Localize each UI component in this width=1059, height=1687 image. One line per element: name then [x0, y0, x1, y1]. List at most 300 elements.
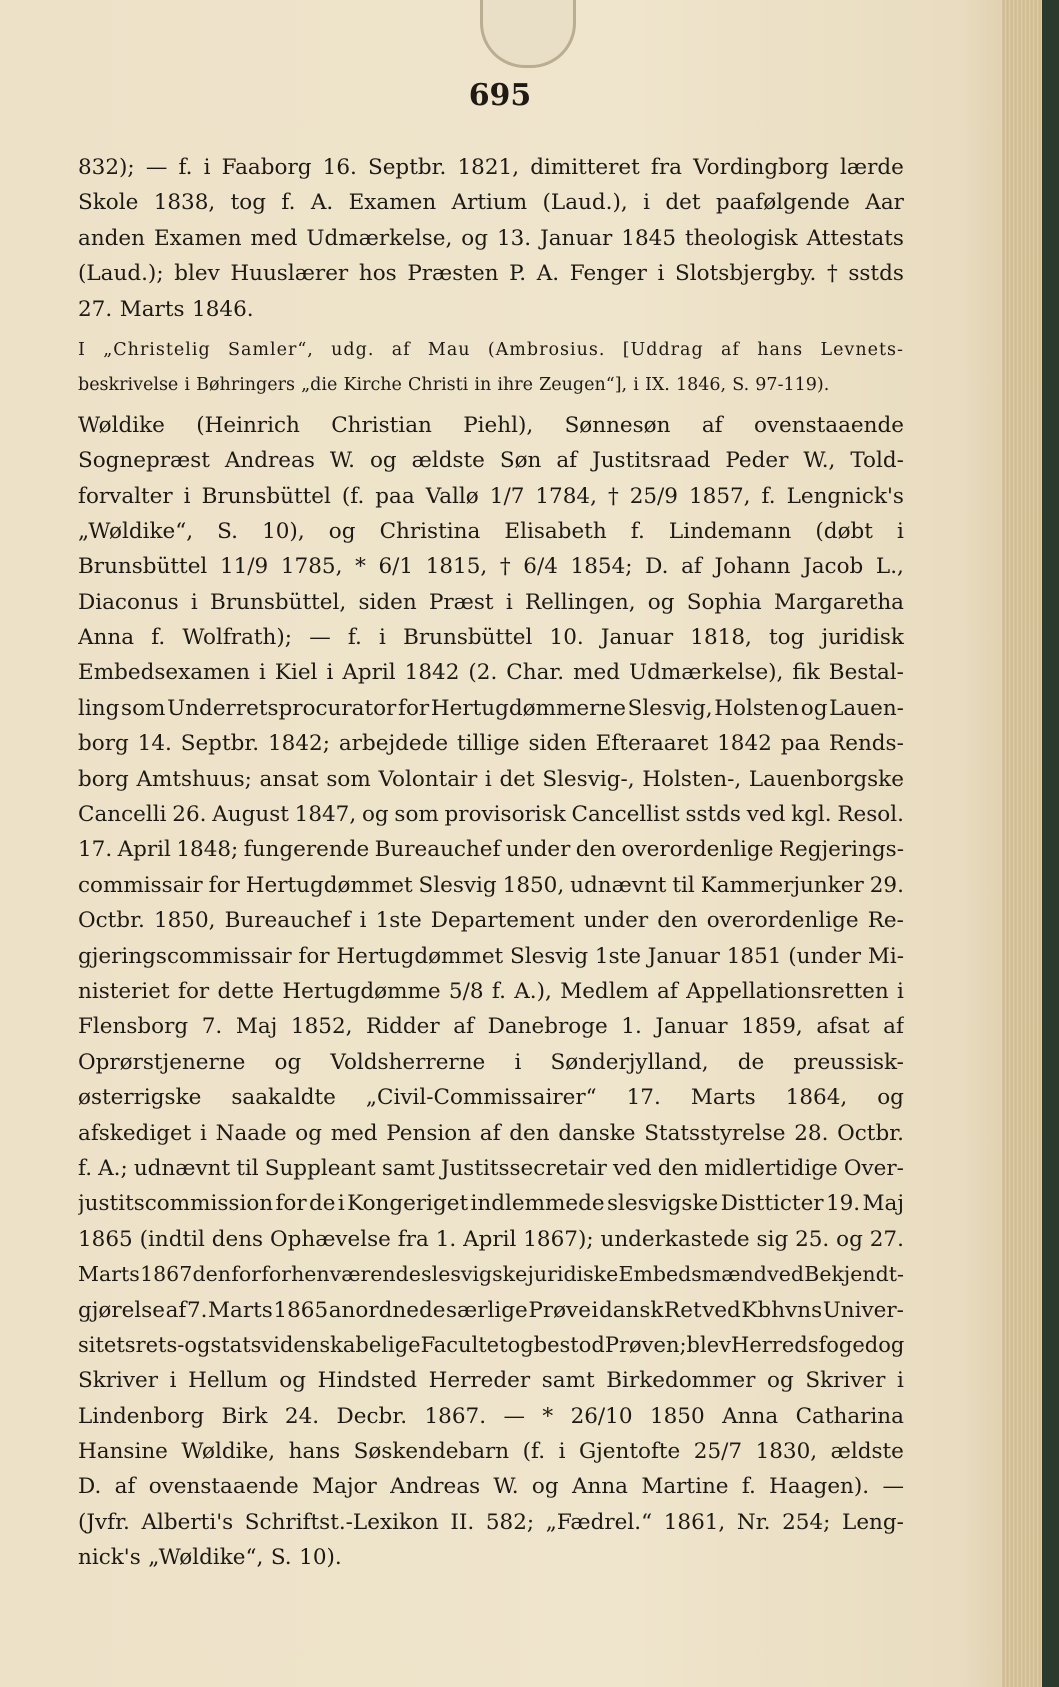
word: Facultet — [420, 1332, 508, 1357]
word: i — [643, 190, 650, 216]
word: f. — [281, 190, 296, 216]
word: Regjerings- — [778, 837, 904, 863]
word: Vordingborg — [693, 155, 829, 180]
word: 1867 — [140, 1262, 193, 1287]
word: paa — [375, 483, 415, 509]
word: nick's — [78, 1545, 141, 1571]
word: D. — [78, 1474, 102, 1500]
word: Kirche — [343, 375, 402, 396]
word: Ophævelse — [269, 1226, 391, 1252]
text-line — [78, 1293, 904, 1328]
word: 1842 — [717, 731, 772, 757]
text-line — [78, 691, 904, 726]
word: 5/8 — [448, 978, 484, 1004]
word: P. — [509, 261, 527, 287]
word: udnævnt — [133, 1155, 231, 1181]
word: hans — [757, 339, 804, 360]
word: 1842 — [404, 660, 460, 686]
word: afsat — [816, 1014, 870, 1040]
text-line — [78, 868, 904, 903]
word: Piehl), — [463, 412, 534, 438]
word: A. — [310, 190, 334, 216]
word: hans — [288, 1439, 341, 1465]
word: 1815, — [425, 554, 488, 580]
word: Over- — [843, 1155, 904, 1181]
word: Christina — [379, 518, 481, 544]
word: Udmærkelse, — [306, 225, 453, 251]
word: sitets — [78, 1332, 136, 1357]
word: Departement — [430, 908, 575, 934]
word: Hertugdømmet — [245, 872, 413, 898]
word: af — [391, 339, 411, 360]
text-line — [78, 585, 904, 620]
word: af — [681, 554, 702, 580]
word: ovenstaaende — [753, 412, 904, 438]
word: tillige — [456, 731, 520, 757]
word: provisorisk — [444, 802, 566, 828]
word: ved — [746, 802, 786, 828]
word: Udmærkelse), — [629, 660, 784, 686]
word: 1859, — [741, 1014, 803, 1040]
text-line — [78, 1505, 904, 1540]
word: 17. — [626, 1085, 661, 1111]
word: Suppleant — [264, 1155, 376, 1181]
word: ovenstaaende — [148, 1474, 299, 1500]
word: Marts — [119, 296, 185, 322]
word: Hellum — [188, 1368, 268, 1394]
word: 1/7 — [489, 483, 525, 509]
word: bestod — [533, 1332, 605, 1357]
word: 1785, — [280, 554, 343, 580]
word: 1845 — [621, 225, 677, 251]
word: August — [212, 802, 289, 828]
word: under — [505, 837, 571, 863]
word: Underretsprocurator — [167, 695, 397, 721]
word: Schriftst.-Lexikon — [244, 1509, 439, 1535]
text-line — [78, 939, 904, 974]
word: Holsten — [714, 695, 800, 721]
word: 1864, — [785, 1085, 848, 1111]
word: Margaretha — [773, 589, 904, 615]
word: for — [298, 943, 330, 969]
word: Leng- — [842, 1509, 904, 1535]
word: juridisk — [821, 625, 904, 651]
word: Januar — [600, 625, 674, 651]
entry-heading-line — [78, 408, 904, 443]
word: med — [330, 1120, 378, 1146]
word: 1854; — [570, 554, 633, 580]
word: den — [192, 1262, 232, 1287]
word: Sognepræst — [78, 448, 210, 474]
word: W. — [329, 448, 356, 474]
word: Hertugdømme — [282, 978, 441, 1004]
word: i — [558, 1439, 566, 1465]
word: den — [509, 1120, 550, 1146]
word: Septbr. — [180, 731, 260, 757]
word: hos — [358, 261, 397, 287]
word: Anna — [78, 625, 135, 651]
word: A.), — [514, 978, 552, 1004]
word: f. — [630, 518, 645, 544]
word: Bøhringers — [196, 375, 295, 396]
text-line — [78, 443, 904, 478]
word: i — [484, 766, 492, 792]
word: det — [499, 766, 535, 792]
word: i — [183, 483, 191, 509]
word: 1846. — [192, 296, 254, 322]
word: April — [342, 660, 396, 686]
word: sig — [756, 1226, 789, 1252]
word: overordenlige — [706, 908, 859, 934]
word: Januar — [647, 943, 720, 969]
word: Septbr. — [367, 155, 447, 180]
word: udg. — [331, 339, 375, 360]
word: Bestal- — [828, 660, 904, 686]
word: justitscommission — [78, 1191, 274, 1217]
word: f. — [741, 1474, 756, 1500]
word: (døbt — [815, 518, 873, 544]
word: overordenlige — [621, 837, 774, 863]
text-line — [78, 150, 904, 185]
word: 1ste — [594, 943, 641, 969]
word: Marts — [208, 1297, 273, 1323]
word: theologisk — [684, 225, 798, 251]
word: † — [499, 554, 511, 580]
word: W., — [803, 448, 836, 474]
word: i — [657, 261, 665, 287]
word: siden — [528, 731, 587, 757]
word: Diaconus — [78, 589, 179, 615]
text-line — [78, 368, 904, 403]
word: † — [607, 483, 619, 509]
word: i — [184, 375, 191, 396]
word: 10), — [262, 518, 305, 544]
word: Prøve — [528, 1297, 591, 1323]
word: statsvidenskabelige — [210, 1332, 421, 1357]
word: Re- — [867, 908, 904, 934]
word: 1865 — [273, 1297, 329, 1323]
word: og — [507, 1332, 534, 1357]
word: Herredsfoged — [731, 1332, 879, 1357]
word: borg — [78, 766, 129, 792]
word: fra — [397, 1226, 429, 1252]
text-line — [78, 1151, 904, 1186]
word: af — [165, 1297, 187, 1323]
word: Ridder — [366, 1014, 440, 1040]
text-line — [78, 333, 904, 368]
word: og — [767, 1368, 794, 1394]
word: for — [208, 872, 240, 898]
word: Examen — [348, 190, 437, 216]
word: Octbr. — [78, 908, 145, 934]
word: og — [800, 695, 828, 721]
word: Andreas — [224, 448, 315, 474]
word: 1850, — [153, 908, 216, 934]
word: af — [883, 1014, 904, 1040]
word: dansk — [598, 1297, 664, 1323]
word: (Laud.), — [542, 190, 628, 216]
word: i — [505, 589, 513, 615]
word: Præst — [428, 589, 494, 615]
word: Octbr. — [837, 1120, 904, 1146]
word: slesvigske — [606, 1191, 719, 1217]
word: 6/1 — [378, 554, 414, 580]
word: — — [309, 625, 331, 651]
word: Efteraaret — [595, 731, 709, 757]
word: Martine — [641, 1474, 729, 1500]
word: Char. — [506, 660, 565, 686]
word: ældste — [411, 448, 485, 474]
word: S. — [732, 375, 750, 396]
word: Lindenborg — [78, 1403, 205, 1429]
word: og — [878, 1332, 904, 1357]
word: som — [326, 766, 371, 792]
word: April — [117, 837, 171, 863]
word: for — [275, 1191, 307, 1217]
word: og — [279, 1368, 306, 1394]
word: den — [575, 837, 617, 863]
word: Resol. — [837, 802, 904, 828]
word: Bekjendt- — [804, 1262, 904, 1287]
word: 1865 — [78, 1226, 133, 1252]
word: (Jvfr. — [78, 1509, 130, 1535]
word: Justitssecretair — [440, 1155, 607, 1181]
word: Maj — [235, 1014, 278, 1040]
word: juridiske — [527, 1262, 619, 1287]
word: Oprørstjenerne — [78, 1049, 246, 1075]
word: Kongeriget — [347, 1191, 469, 1217]
word: blev — [174, 261, 220, 287]
word: i — [326, 660, 334, 686]
word: 1842; — [268, 731, 330, 757]
word: Skole — [78, 190, 139, 216]
word: Danebroge — [487, 1014, 608, 1040]
word: i — [337, 1191, 345, 1217]
word: Andreas — [390, 1474, 481, 1500]
word: nisteriet — [78, 978, 170, 1004]
word: Mi- — [867, 943, 904, 969]
word: 1818, — [690, 625, 752, 651]
word: f. — [178, 155, 193, 180]
word: danske — [558, 1120, 636, 1146]
word: anden — [78, 225, 145, 251]
word: 25/7 — [693, 1439, 743, 1465]
word: Univer- — [822, 1297, 904, 1323]
word: Catharina — [795, 1403, 904, 1429]
word: Appellationsretten — [686, 978, 889, 1004]
word: [Uddrag — [622, 339, 704, 360]
word: 1846, — [676, 375, 727, 396]
word: (under — [788, 943, 862, 969]
word: og — [647, 589, 675, 615]
word: i — [200, 1120, 207, 1146]
text-line — [78, 1434, 904, 1469]
word: Levnets- — [820, 339, 904, 360]
text-line — [78, 1080, 904, 1115]
word: Alberti's — [141, 1509, 234, 1535]
word: den — [657, 1155, 699, 1181]
text-line — [78, 762, 904, 797]
text-line — [78, 1363, 904, 1398]
word: ansat — [259, 766, 319, 792]
word: af — [657, 978, 678, 1004]
word: Haagen). — [769, 1474, 870, 1500]
word: Naade — [215, 1120, 287, 1146]
word: ved — [702, 1297, 741, 1323]
word: de — [309, 1191, 336, 1217]
text-line — [78, 1222, 904, 1257]
word: ved — [767, 1262, 804, 1287]
word: * — [542, 1403, 554, 1429]
word: Wolfrath); — [182, 625, 293, 651]
page-number: 695 — [468, 78, 532, 113]
word: den — [657, 908, 698, 934]
word: (2. — [468, 660, 498, 686]
word: samt — [541, 1368, 595, 1394]
word: og — [369, 448, 397, 474]
word: Ret — [664, 1297, 702, 1323]
word: i — [359, 908, 367, 934]
word: commissair — [78, 872, 203, 898]
word: Wøldike — [78, 412, 165, 438]
word: Januar — [540, 225, 613, 251]
word: Lengnick's — [786, 483, 904, 509]
text-line — [78, 1186, 904, 1221]
word: S. — [217, 518, 238, 544]
word: 254; — [782, 1509, 831, 1535]
binding-tab — [480, 0, 576, 68]
word: Artium — [451, 190, 528, 216]
word: sstds — [848, 261, 904, 287]
word: i — [897, 1368, 904, 1394]
word: 28. — [794, 1120, 829, 1146]
word: fungerende — [243, 837, 370, 863]
word: Skriver — [805, 1368, 886, 1394]
word: paafølgende — [715, 190, 850, 216]
word: fra — [650, 155, 682, 180]
word: Anna — [571, 1474, 628, 1500]
word: fik — [792, 660, 820, 686]
word: under — [583, 908, 649, 934]
word: f. — [78, 1155, 93, 1181]
word: f. — [761, 483, 776, 509]
word: lærde — [840, 155, 904, 180]
word: afskediget — [78, 1120, 192, 1146]
word: Told- — [850, 448, 904, 474]
word: Slesvig — [509, 943, 589, 969]
word: anordnede — [328, 1297, 446, 1323]
word: Justitsraad — [592, 448, 711, 474]
text-line — [78, 221, 904, 256]
word: Embedsmænd — [618, 1262, 767, 1287]
word: i — [203, 155, 211, 180]
word: 1830, — [755, 1439, 818, 1465]
word: og — [184, 1332, 211, 1357]
word: og — [461, 225, 488, 251]
word: Bureauchef — [224, 908, 351, 934]
word: II. — [450, 1509, 475, 1535]
word: Gjentofte — [578, 1439, 681, 1465]
word: Hindsted — [317, 1368, 417, 1394]
word: Attestats — [806, 225, 904, 251]
word: 25. — [795, 1226, 830, 1252]
word: 10). — [299, 1545, 342, 1571]
word: ihre — [497, 375, 533, 396]
word: Decbr. — [336, 1403, 408, 1429]
word: Herreder — [428, 1368, 531, 1394]
word: f. — [151, 625, 166, 651]
word: Christi — [408, 375, 469, 396]
text-line — [78, 903, 904, 938]
word: Prøven; — [604, 1332, 687, 1357]
text-line — [78, 1469, 904, 1504]
word: W. — [493, 1474, 519, 1500]
word: 1850 — [649, 1403, 705, 1429]
word: 832); — [78, 155, 135, 180]
word: Marts — [690, 1085, 756, 1111]
word: „Wøldike“, — [78, 518, 194, 544]
word: Lauenborgske — [748, 766, 904, 792]
word: østerrigske — [78, 1085, 202, 1111]
word: med — [250, 225, 298, 251]
word: Volontair — [378, 766, 478, 792]
word: gjørelse — [78, 1297, 166, 1323]
word: 1847, — [294, 802, 357, 828]
word: 1ste — [375, 908, 422, 934]
word: 7. — [201, 1014, 223, 1040]
word: L., — [875, 554, 904, 580]
word: 1. — [621, 1014, 642, 1040]
word: Kiel — [274, 660, 318, 686]
word: Pension — [386, 1120, 472, 1146]
word: for — [177, 978, 210, 1004]
word: Præsten — [407, 261, 499, 287]
word: 10. — [549, 625, 584, 651]
word: 1821, — [457, 155, 520, 180]
word: Maj — [862, 1191, 904, 1217]
word: „Civil-Commissairer“ — [365, 1085, 597, 1111]
word: f. — [347, 625, 362, 651]
text-line — [78, 832, 904, 867]
word: Rends- — [829, 731, 904, 757]
word: kgl. — [791, 802, 832, 828]
word: 29. — [869, 872, 904, 898]
word: rets- — [135, 1332, 185, 1357]
word: i — [633, 375, 639, 396]
word: midlertidige — [704, 1155, 838, 1181]
word: IX. — [644, 375, 670, 396]
word: og — [274, 1049, 302, 1075]
word: siden — [358, 589, 417, 615]
word: Zeugen“], — [539, 375, 628, 396]
word: i — [897, 978, 904, 1004]
word: arbejdede — [338, 731, 449, 757]
text-line — [78, 256, 904, 291]
word: Samler“, — [227, 339, 314, 360]
word: Voldsherrerne — [330, 1049, 486, 1075]
word: beskrivelse — [78, 375, 179, 396]
word: * — [355, 554, 366, 580]
word: Medlem — [560, 978, 649, 1004]
text-line — [78, 655, 904, 690]
word: indlemmede — [470, 1191, 605, 1217]
word: 11/9 — [219, 554, 269, 580]
word: af — [453, 1014, 474, 1040]
word: Rellingen, — [524, 589, 636, 615]
word: Nr. — [736, 1509, 771, 1535]
word: af — [701, 412, 723, 438]
word: Slesvig-, — [542, 766, 635, 792]
